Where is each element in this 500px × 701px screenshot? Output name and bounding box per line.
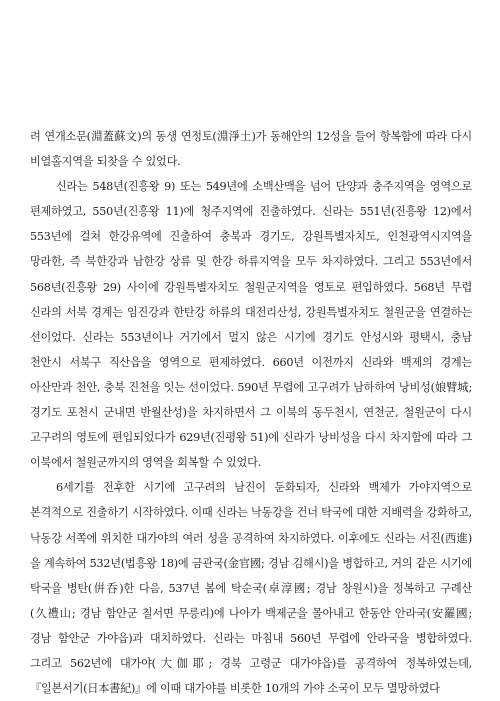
paragraph-silla-expansion: 신라는 548년(진흥왕 9) 또는 549년에 소백산맥을 넘어 단양과 충주지역을 영역으로 편제하였고, 550년(진흥왕 11)에 청주지역에 진출하였다. 신라는 551년(진흥왕 12)에서 553년에 걸쳐 한강유역에 진출하여 충북과 경기도, 강원특별자치도, 인천광역시지역을 망라한, 즉 북한강과 남한강 상류 및 한강 하류지역을 모두 차지하였다. 그리고 553년에서 568년(진흥왕 29) 사이에 강원특별자치도 철원군지역을 영토로 편입하였다. 568년 무렵 신라의 서북 경계는 임진강과 한탄강 하류의 대전리산성, 강원특별자치도 철원군을 연결하는 선이었다. 신라는 553년이나 거기에서 멀지 않은 시기에 경기도 안성시와 평택시, 충남 천안시 서북구 직산읍을 영역으로 편제하였다. 660년 이전까지 신라와 백제의 경계는 아산만과 천안, 충북 진천을 잇는 선이었다. 590년 무렵에 고구려가 남하하여 낭비성(娘臂城; 경기도 포천시 군내면 반월산성)을 차지하면서 그 이북의 동두천시, 연천군, 철원군이 다시 고구려의 영토에 편입되었다가 629년(진평왕 51)에 신라가 낭비성을 다시 차지함에 따라 그 이북에서 철원군까지의 영역을 회복할 수 있었다. <box>30 180 472 470</box>
paragraph-continuation: 려 연개소문(淵蓋蘇文)의 동생 연정토(淵淨土)가 동해안의 12성을 들어 항복함에 따라 다시 비열홀지역을 되찾을 수 있었다. <box>30 130 472 169</box>
paragraph-gaya-conquest: 6세기를 전후한 시기에 고구려의 남진이 둔화되자, 신라와 백제가 가야지역으로 본격적으로 진출하기 시작하였다. 이때 신라는 낙동강을 건너 탁국에 대한 지배력을 강화하고, 낙동강 서쪽에 위치한 대가야의 여러 성을 공격하여 차지하였다. 이후에도 신라는 서진(西進)을 계속하여 532년(법흥왕 18)에 금관국(金官國; 경남 김해시)을 병합하고, 거의 같은 시기에 탁국을 병탄(倂呑)한 다음, 537년 봄에 탁순국(卓淳國; 경남 창원시)을 정복하고 구례산(久禮山; 경남 함안군 칠서면 무릉리)에 나아가 백제군을 몰아내고 한동안 안라국(安羅國; 경남 함안군 가야읍)과 대치하였다. 신라는 마침내 560년 무렵에 안라국을 병합하였다. 그리고 562년에 대가야(大伽耶; 경북 고령군 대가야읍)를 공격하여 정복하였는데, 『일본서기(日本書紀)』에 이때 대가야를 비롯한 10개의 가야 소국이 모두 멸망하였다 <box>30 481 472 696</box>
